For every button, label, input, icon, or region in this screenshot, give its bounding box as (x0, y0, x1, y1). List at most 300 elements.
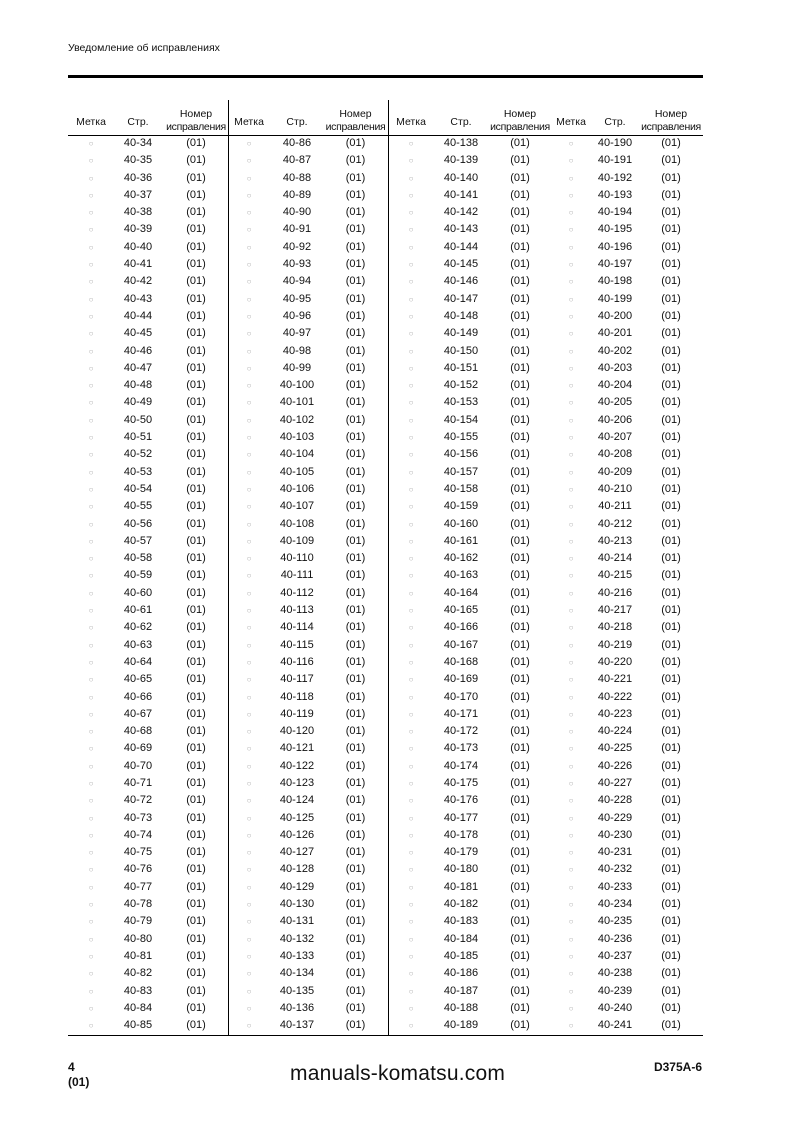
mark-icon: ○ (88, 623, 94, 633)
page-cell: 40-190 (597, 137, 633, 149)
table-row (551, 844, 703, 861)
page-cell: 40-37 (123, 188, 153, 201)
table-row (389, 291, 551, 308)
page-cell: 40-71 (123, 776, 153, 789)
table-row (229, 689, 388, 706)
mark-icon: ○ (408, 692, 414, 702)
mark-icon: ○ (246, 692, 252, 702)
mark-icon: ○ (88, 190, 94, 200)
mark-icon: ○ (88, 433, 94, 443)
page-cell: 40-239 (597, 984, 633, 997)
page-cell: 40-148 (443, 309, 479, 322)
revision-cell: (01) (661, 932, 681, 945)
revision-cell: (01) (661, 984, 681, 997)
page-cell: 40-165 (443, 604, 479, 617)
table-row (389, 896, 551, 913)
revision-cell: (01) (661, 586, 681, 599)
mark-icon: ○ (246, 484, 252, 494)
page-cell: 40-115 (280, 638, 314, 651)
page-cell: 40-64 (123, 655, 153, 668)
mark-icon: ○ (408, 484, 414, 494)
revision-cell: (01) (661, 413, 681, 426)
mark-icon: ○ (568, 415, 574, 425)
page-cell: 40-123 (279, 776, 315, 789)
revision-cell: (01) (510, 379, 530, 392)
mark-icon: ○ (246, 744, 252, 754)
table-row (229, 619, 388, 636)
table-row (68, 810, 228, 827)
revision-cell: (01) (186, 517, 206, 530)
page-cell: 40-156 (443, 448, 479, 461)
page-cell: 40-39 (123, 223, 153, 236)
page-cell: 40-67 (123, 707, 153, 720)
page-cell: 40-151 (443, 361, 479, 374)
page-cell: 40-40 (123, 240, 153, 253)
page-cell: 40-220 (597, 655, 633, 668)
revision-cell: (01) (345, 154, 366, 167)
mark-icon: ○ (88, 761, 94, 771)
header-revision: Номер (179, 108, 213, 120)
mark-icon: ○ (408, 294, 414, 304)
page-cell: 40-138 (443, 137, 479, 149)
mark-icon: ○ (246, 917, 252, 927)
header-revision: исправления (490, 121, 550, 133)
revision-cell: (01) (510, 673, 530, 686)
table-row (551, 550, 703, 567)
page-cell: 40-124 (279, 794, 315, 807)
table-row (229, 792, 388, 809)
table-row (68, 221, 228, 238)
revision-cell: (01) (345, 673, 366, 686)
page-cell: 40-46 (123, 344, 153, 357)
mark-icon: ○ (88, 1021, 94, 1031)
revision-cell: (01) (661, 742, 681, 755)
header-mark: Метка (76, 116, 106, 128)
table-row (389, 360, 551, 377)
mark-icon: ○ (246, 588, 252, 598)
mark-icon: ○ (246, 571, 252, 581)
table-row (68, 498, 228, 515)
page-cell: 40-170 (443, 690, 479, 703)
table-row (551, 1000, 703, 1017)
table-row (229, 913, 388, 930)
table-row (551, 498, 703, 515)
revision-cell: (01) (510, 828, 530, 841)
mark-icon: ○ (408, 173, 414, 183)
table-row (551, 965, 703, 982)
table-row (551, 170, 703, 187)
table-row (68, 706, 228, 723)
table-row (551, 135, 703, 152)
table-row (389, 1000, 551, 1017)
revision-cell: (01) (186, 413, 206, 426)
page-cell: 40-126 (279, 828, 315, 841)
table-row (389, 481, 551, 498)
page-cell: 40-146 (443, 275, 479, 288)
revision-cell: (01) (510, 967, 530, 980)
table-row (389, 861, 551, 878)
mark-icon: ○ (88, 329, 94, 339)
mark-icon: ○ (408, 744, 414, 754)
page-cell: 40-45 (123, 327, 153, 340)
revision-cell: (01) (186, 534, 206, 547)
table-row (551, 1017, 703, 1034)
revision-cell: (01) (661, 1001, 681, 1014)
mark-icon: ○ (568, 571, 574, 581)
mark-icon: ○ (408, 156, 414, 166)
table-row (68, 983, 228, 1000)
mark-icon: ○ (246, 830, 252, 840)
table-row (68, 567, 228, 584)
revision-cell: (01) (510, 188, 530, 201)
revision-cell: (01) (510, 794, 530, 807)
revision-cell: (01) (661, 154, 681, 167)
table-row (551, 464, 703, 481)
page-cell: 40-101 (279, 396, 315, 409)
page-cell: 40-222 (597, 690, 633, 703)
mark-icon: ○ (408, 571, 414, 581)
mark-icon: ○ (408, 640, 414, 650)
mark-icon: ○ (88, 675, 94, 685)
revision-cell: (01) (345, 898, 366, 911)
mark-icon: ○ (246, 1021, 252, 1031)
mark-icon: ○ (568, 242, 574, 252)
page-cell: 40-107 (279, 500, 315, 513)
mark-icon: ○ (408, 657, 414, 667)
page-cell: 40-82 (123, 967, 153, 980)
revision-cell: (01) (661, 863, 681, 876)
mark-icon: ○ (568, 900, 574, 910)
table-row (229, 983, 388, 1000)
page-cell: 40-207 (597, 431, 633, 444)
mark-icon: ○ (568, 519, 574, 529)
mark-icon: ○ (88, 951, 94, 961)
page-cell: 40-61 (123, 604, 153, 617)
revision-cell: (01) (345, 206, 366, 219)
page-cell: 40-236 (597, 932, 633, 945)
mark-icon: ○ (88, 156, 94, 166)
mark-icon: ○ (88, 796, 94, 806)
page-cell: 40-232 (597, 863, 633, 876)
table-row (389, 844, 551, 861)
revision-cell: (01) (345, 482, 366, 495)
mark-icon: ○ (88, 398, 94, 408)
table-row (229, 827, 388, 844)
revision-cell: (01) (345, 846, 366, 859)
page-cell: 40-175 (443, 776, 479, 789)
page-cell: 40-92 (282, 240, 312, 253)
mark-icon: ○ (568, 363, 574, 373)
mark-icon: ○ (568, 778, 574, 788)
table-row (551, 221, 703, 238)
mark-icon: ○ (568, 848, 574, 858)
revision-cell: (01) (510, 569, 530, 582)
mark-icon: ○ (246, 657, 252, 667)
table-row (229, 464, 388, 481)
page-cell: 40-58 (123, 552, 153, 565)
page-cell: 40-235 (597, 915, 633, 928)
table-row (68, 152, 228, 169)
revision-cell: (01) (510, 655, 530, 668)
revision-cell: (01) (345, 759, 366, 772)
mark-icon: ○ (88, 294, 94, 304)
table-row (551, 239, 703, 256)
mark-icon: ○ (88, 139, 94, 148)
revision-cell: (01) (661, 846, 681, 859)
revision-cell: (01) (345, 223, 366, 236)
mark-icon: ○ (246, 139, 252, 148)
table-row (551, 792, 703, 809)
table-row (389, 325, 551, 342)
table-row (389, 983, 551, 1000)
revision-cell: (01) (661, 915, 681, 928)
page-cell: 40-189 (443, 1019, 479, 1032)
mark-icon: ○ (88, 692, 94, 702)
revision-cell: (01) (186, 828, 206, 841)
page-cell: 40-83 (123, 984, 153, 997)
mark-icon: ○ (408, 969, 414, 979)
table-row (68, 671, 228, 688)
revision-cell: (01) (661, 759, 681, 772)
revision-cell: (01) (186, 240, 206, 253)
revision-cell: (01) (345, 361, 366, 374)
table-row (389, 913, 551, 930)
revision-cell: (01) (345, 344, 366, 357)
revision-cell: (01) (661, 240, 681, 253)
table-row (389, 394, 551, 411)
revision-cell: (01) (186, 932, 206, 945)
revision-cell: (01) (661, 655, 681, 668)
revision-cell: (01) (186, 448, 206, 461)
revision-cell: (01) (510, 863, 530, 876)
page-cell: 40-172 (443, 725, 479, 738)
page-cell: 40-69 (123, 742, 153, 755)
page-cell: 40-98 (282, 344, 312, 357)
revision-cell: (01) (345, 275, 366, 288)
table-row (229, 550, 388, 567)
mark-icon: ○ (246, 173, 252, 183)
mark-icon: ○ (246, 242, 252, 252)
page-cell: 40-191 (597, 154, 633, 167)
revision-cell: (01) (661, 482, 681, 495)
table-row (229, 498, 388, 515)
revision-cell: (01) (510, 915, 530, 928)
table-row (551, 412, 703, 429)
revision-cell: (01) (661, 949, 681, 962)
revision-cell: (01) (661, 794, 681, 807)
table-row (68, 429, 228, 446)
table-row (229, 810, 388, 827)
mark-icon: ○ (88, 727, 94, 737)
revision-cell: (01) (186, 984, 206, 997)
page-cell: 40-155 (443, 431, 479, 444)
revision-cell: (01) (345, 188, 366, 201)
revision-cell: (01) (510, 431, 530, 444)
table-row (229, 170, 388, 187)
page-cell: 40-66 (123, 690, 153, 703)
page-cell: 40-208 (597, 448, 633, 461)
mark-icon: ○ (88, 311, 94, 321)
table-row (551, 533, 703, 550)
mark-icon: ○ (568, 311, 574, 321)
revision-cell: (01) (510, 534, 530, 547)
mark-icon: ○ (246, 709, 252, 719)
revision-cell: (01) (345, 413, 366, 426)
revision-cell: (01) (510, 240, 530, 253)
revision-cell: (01) (510, 327, 530, 340)
revision-cell: (01) (510, 552, 530, 565)
table-row (68, 654, 228, 671)
page-cell: 40-129 (279, 880, 315, 893)
page-cell: 40-226 (597, 759, 633, 772)
revision-cell: (01) (345, 137, 366, 149)
page-cell: 40-194 (597, 206, 633, 219)
revision-cell: (01) (661, 621, 681, 634)
mark-icon: ○ (246, 536, 252, 546)
mark-icon: ○ (246, 554, 252, 564)
revision-cell: (01) (661, 137, 681, 149)
revision-cell: (01) (345, 534, 366, 547)
page-cell: 40-141 (443, 188, 479, 201)
table-row (229, 948, 388, 965)
page-cell: 40-144 (443, 240, 479, 253)
page-cell: 40-186 (443, 967, 479, 980)
mark-icon: ○ (246, 1003, 252, 1013)
page-cell: 40-108 (279, 517, 315, 530)
mark-icon: ○ (246, 640, 252, 650)
mark-icon: ○ (568, 1021, 574, 1031)
table-row (229, 273, 388, 290)
mark-icon: ○ (246, 363, 252, 373)
revision-cell: (01) (186, 794, 206, 807)
revision-cell: (01) (510, 742, 530, 755)
mark-icon: ○ (88, 536, 94, 546)
revision-cell: (01) (510, 621, 530, 634)
revision-cell: (01) (345, 932, 366, 945)
table-row (68, 913, 228, 930)
table-row (389, 810, 551, 827)
mark-icon: ○ (568, 433, 574, 443)
mark-icon: ○ (246, 761, 252, 771)
table-row (389, 602, 551, 619)
table-row (229, 325, 388, 342)
table-row (551, 740, 703, 757)
page-cell: 40-233 (597, 880, 633, 893)
revision-cell: (01) (510, 309, 530, 322)
table-row (389, 187, 551, 204)
revision-cell: (01) (345, 1001, 366, 1014)
page-cell: 40-97 (282, 327, 312, 340)
page-cell: 40-145 (443, 258, 479, 271)
revision-cell: (01) (661, 604, 681, 617)
mark-icon: ○ (408, 139, 414, 148)
page-cell: 40-169 (443, 673, 479, 686)
table-row (389, 879, 551, 896)
page-cell: 40-136 (279, 1001, 315, 1014)
table-row (551, 723, 703, 740)
header-page: Стр. (286, 116, 308, 128)
table-row (551, 983, 703, 1000)
mark-icon: ○ (246, 623, 252, 633)
mark-icon: ○ (408, 675, 414, 685)
page-cell: 40-110 (280, 552, 314, 565)
table-row (68, 585, 228, 602)
mark-icon: ○ (88, 900, 94, 910)
mark-icon: ○ (246, 882, 252, 892)
table-row (389, 412, 551, 429)
revision-cell: (01) (345, 327, 366, 340)
revision-cell: (01) (345, 379, 366, 392)
revision-cell: (01) (186, 431, 206, 444)
revision-cell: (01) (661, 171, 681, 184)
revision-cell: (01) (345, 396, 366, 409)
revision-cell: (01) (186, 327, 206, 340)
table-row (229, 412, 388, 429)
page-cell: 40-150 (443, 344, 479, 357)
page-cell: 40-201 (597, 327, 633, 340)
table-row (389, 706, 551, 723)
revision-cell: (01) (510, 171, 530, 184)
revision-cell: (01) (186, 846, 206, 859)
mark-icon: ○ (408, 225, 414, 235)
page-cell: 40-160 (443, 517, 479, 530)
revision-cell: (01) (345, 309, 366, 322)
table-row (551, 325, 703, 342)
revision-cell: (01) (510, 361, 530, 374)
table-row (551, 394, 703, 411)
table-row (551, 585, 703, 602)
mark-icon: ○ (408, 242, 414, 252)
table-row (389, 377, 551, 394)
table-row (389, 550, 551, 567)
revision-cell: (01) (510, 707, 530, 720)
mark-icon: ○ (88, 588, 94, 598)
mark-icon: ○ (568, 502, 574, 512)
mark-icon: ○ (246, 156, 252, 166)
revision-cell: (01) (510, 759, 530, 772)
table-row (68, 533, 228, 550)
page-cell: 40-161 (443, 534, 479, 547)
mark-icon: ○ (246, 225, 252, 235)
page-cell: 40-48 (123, 379, 153, 392)
table-row (229, 152, 388, 169)
revision-cell: (01) (510, 206, 530, 219)
revision-cell: (01) (510, 776, 530, 789)
revision-cell: (01) (186, 880, 206, 893)
table-row (68, 879, 228, 896)
document-header-title: Уведомление об исправлениях (68, 42, 220, 54)
revision-cell: (01) (345, 638, 366, 651)
revision-cell: (01) (661, 309, 681, 322)
mark-icon: ○ (246, 381, 252, 391)
mark-icon: ○ (568, 156, 574, 166)
page-cell: 40-99 (282, 361, 312, 374)
table-row (551, 948, 703, 965)
table-row (389, 429, 551, 446)
table-row (68, 325, 228, 342)
revision-cell: (01) (510, 137, 530, 149)
revision-cell: (01) (510, 604, 530, 617)
table-row (229, 567, 388, 584)
mark-icon: ○ (568, 865, 574, 875)
mark-icon: ○ (88, 519, 94, 529)
page-cell: 40-212 (597, 517, 633, 530)
mark-icon: ○ (568, 709, 574, 719)
mark-icon: ○ (568, 329, 574, 339)
mark-icon: ○ (246, 727, 252, 737)
page-cell: 40-198 (597, 275, 633, 288)
mark-icon: ○ (88, 346, 94, 356)
